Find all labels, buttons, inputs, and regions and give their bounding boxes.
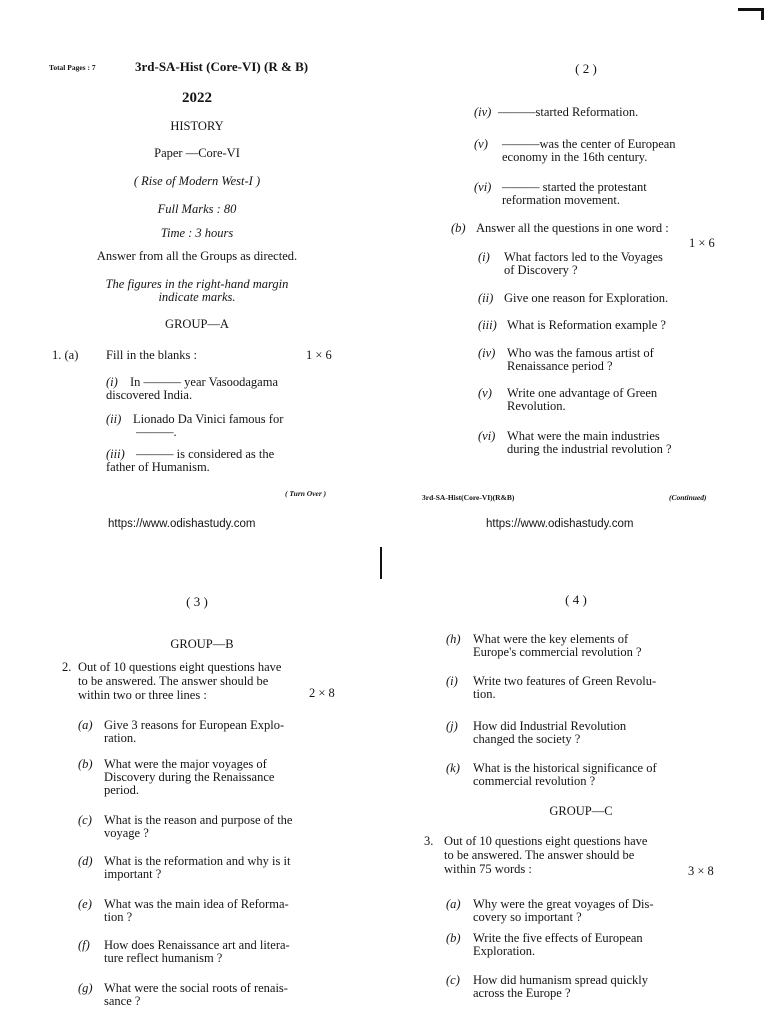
instruction: Answer from all the Groups as directed. (96, 249, 298, 263)
turn-over-note: ( Turn Over ) (285, 489, 327, 498)
question-text: Out of 10 questions eight questions have to be answered. The answer should be within two or three lines : (78, 660, 282, 702)
page-number: ( 2 ) (575, 61, 597, 76)
question-marks: 2 × 8 (309, 686, 335, 700)
paper-code: 3rd-SA-Hist (Core-VI) (R & B) (135, 59, 309, 74)
question-number: 2. (62, 660, 72, 674)
course-title: ( Rise of Modern West-I ) (133, 174, 261, 188)
subquestion-label: (b) (451, 221, 466, 235)
subquestion-marks: 1 × 6 (689, 236, 715, 250)
page-4: ( 4 ) (h) What were the key elements of Europe's commercial revolution ? (i) Write two features of Green Revolu- tion. (j) How did Industrial Revolution changed the society ? (k) What is the historical significance of commercial revolution ? GROUP—C 3. Out of 10 questions eight questions have to be answered. The answer should be within 75 words : 3 × 8 (a) Why were the great voyages of Dis- covery so important ? (b) Write the five effects of European Exploration. (c) How did humanism spread quickly across the Europe ? (384, 512, 768, 1024)
question-number: 1. (a) (52, 348, 79, 362)
total-pages: Total Pages : 7 (49, 63, 96, 72)
page-number: ( 3 ) (186, 594, 208, 609)
question-number: 3. (424, 834, 434, 848)
page-number: ( 4 ) (565, 592, 587, 607)
subject-title: HISTORY (170, 119, 224, 133)
continued-note: (Continued) (669, 493, 707, 502)
source-url-1[interactable]: https://www.odishastudy.com (108, 518, 256, 530)
group-heading: GROUP—C (549, 804, 613, 818)
footer-code: 3rd-SA-Hist(Core-VI)(R&B) (422, 493, 515, 502)
question-marks: 3 × 8 (688, 864, 714, 878)
group-heading: GROUP—B (170, 637, 234, 651)
marks-note-line2: indicate marks. (158, 290, 236, 304)
question-marks: 1 × 6 (306, 348, 332, 362)
exam-year: 2022 (182, 90, 212, 106)
question-text: Out of 10 questions eight questions have to be answered. The answer should be within 75 words : (444, 834, 648, 876)
subquestion-title: Answer all the questions in one word : (476, 221, 669, 235)
source-url-2[interactable]: https://www.odishastudy.com (486, 518, 634, 530)
page-1: Total Pages : 7 3rd-SA-Hist (Core-VI) (R & B) 2022 HISTORY Paper —Core-VI ( Rise of Modern West-I ) Full Marks : 80 Time : 3 hours Answer from all the Groups as directed. The figures in the right-hand margin indicate marks. GROUP—A 1. (a) Fill in the blanks : 1 × 6 (i) In ——— year Vasoodagama discovered India. (ii) Lionado Da Vinici famous for ———. (iii) ——— is considered as the father of Humanism. ( Turn Over ) (0, 0, 384, 512)
page-2: ( 2 ) (iv) ———started Reformation. (v) ———was the center of European economy in the 16th century. (vi) ——— started the protestant reformation movement. (b) Answer all the questions in one word : 1 × 6 (i) What factors led to the Voyages of Discovery ? (ii) Give one reason for Exploration. (iii) What is Reformation example ? (iv) Who was the famous artist of Renaissance period ? (v) Write one advantage of Green Revolution. (vi) What were the main industries during the industrial revolution ? 3rd-SA-Hist(Core-VI)(R&B) (Continued) (384, 0, 768, 512)
paper-title: Paper —Core-VI (154, 146, 240, 160)
group-heading: GROUP—A (165, 317, 229, 331)
scan-mark (761, 8, 764, 20)
page-3: ( 3 ) GROUP—B 2. Out of 10 questions eight questions have to be answered. The answer should be within two or three lines : 2 × 8 (a) Give 3 reasons for European Explo- ration. (b) What were the major voyages of Discovery during the Renaissance period. (c) What is the reason and purpose of the voyage ? (d) What is the reformation and why is it important ? (e) What was the main idea of Reforma- tion ? (f) How does Renaissance art and litera- ture reflect humanism ? (g) What were the social roots of renais- sance ? (0, 512, 384, 1024)
question-title: Fill in the blanks : (106, 348, 197, 362)
marks-note-line1: The figures in the right-hand margin (105, 277, 289, 291)
time-allowed: Time : 3 hours (160, 226, 234, 240)
full-marks: Full Marks : 80 (157, 202, 237, 216)
